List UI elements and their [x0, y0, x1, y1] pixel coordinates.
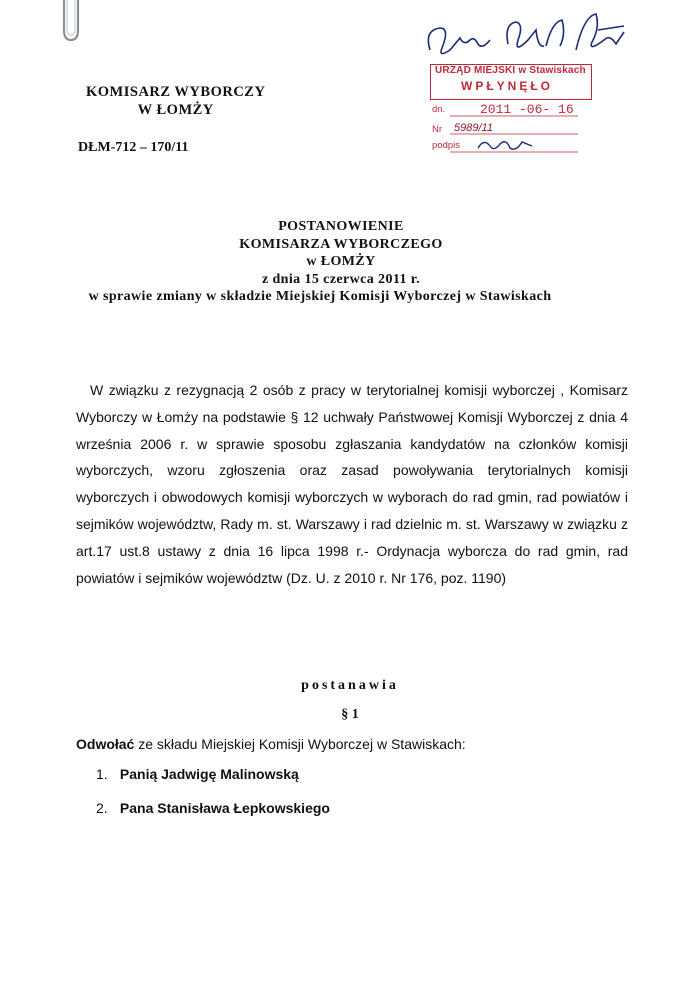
reference-number: DŁM-712 – 170/11	[78, 140, 189, 155]
stamp-date-row	[432, 104, 445, 115]
stamp-nr-label: Nr	[432, 124, 443, 135]
dismissal-statement	[76, 736, 466, 752]
list-item	[96, 764, 330, 798]
issuer-header	[86, 83, 265, 119]
stamp-header-box	[430, 64, 592, 100]
stamp-office: URZĄD MIEJSKI w Stawiskach	[435, 65, 586, 76]
binder-clip-icon	[56, 0, 86, 46]
document-title	[0, 218, 640, 306]
stamp-received: WPŁYNĘŁO	[461, 79, 553, 93]
list-item	[96, 798, 330, 832]
list-item-number: 2.	[96, 800, 108, 816]
section-mark: § 1	[341, 707, 359, 722]
title-line2: KOMISARZA WYBORCZEGO	[239, 236, 443, 252]
dismissal-verb: Odwołać	[76, 736, 135, 752]
stamp-signature-scribble	[476, 136, 536, 154]
legal-basis-text: W związku z rezygnacją 2 osób z pracy w terytorialnej komisji wyborczej , Komisarz Wyborczy w Łomży na podstawie § 12 uchwały Państwowej Komisji Wyborczej z dnia 4 września 2006 r. w sprawie sposobu zgłaszania kandydatów na członków komisji wyborczych, wzoru zgłoszenia oraz zasad powoływania terytorialnych komisji wyborczych i obwodowych komisji wyborczych w wyborach do rad gmin, rad powiatów i sejmików województw, Rady m. st. Warszawy i rad dzielnic m. st. Warszawy w związku z art.17 ust.8 ustawy z dnia 16 lipca 1998 r.- Ordynacja wyborcza do rad gmin, rad powiatów i sejmików województw (Dz. U. z 2010 r. Nr 176, poz. 1190)	[76, 382, 628, 586]
stamp-nr-row	[432, 124, 442, 135]
title-line5: w sprawie zmiany w składzie Miejskiej Komisji Wyborczej w Stawiskach	[88, 289, 552, 304]
issuer-line2: W ŁOMŻY	[137, 102, 214, 118]
title-line3: w ŁOMŻY	[306, 254, 376, 269]
handwritten-annotation	[420, 10, 640, 70]
list-item-name: Pana Stanisława Łepkowskiego	[119, 800, 330, 816]
stamp-date-label: dn.	[432, 104, 446, 115]
list-item-name: Panią Jadwigę Malinowską	[119, 766, 299, 782]
decision-heading: postanawia	[301, 678, 399, 693]
stamp-date-value: 2011 -06- 16	[480, 102, 574, 117]
title-line1: POSTANOWIENIE	[278, 219, 404, 234]
title-line4: z dnia 15 czerwca 2011 r.	[261, 271, 420, 287]
dismissal-rest: ze składu Miejskiej Komisji Wyborczej w Stawiskach:	[134, 736, 466, 752]
legal-basis-paragraph	[76, 377, 628, 591]
stamp-signature-label: podpis	[432, 140, 460, 151]
list-item-number: 1.	[96, 766, 108, 782]
dismissed-members-list	[96, 764, 330, 832]
stamp-nr-value: 5989/11	[454, 122, 493, 134]
issuer-line1: KOMISARZ WYBORCZY	[86, 84, 266, 100]
